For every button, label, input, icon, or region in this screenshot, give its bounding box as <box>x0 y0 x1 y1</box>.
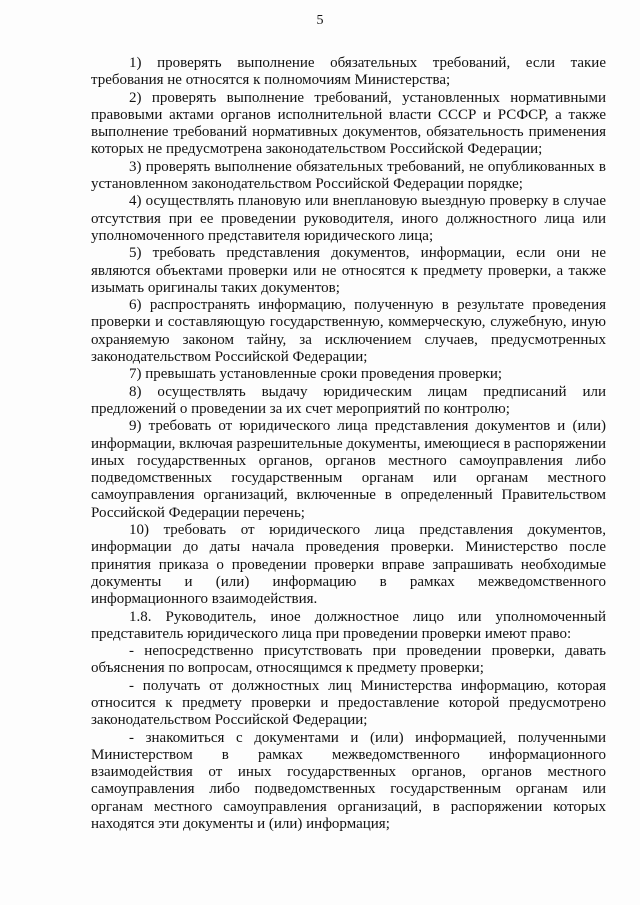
paragraph-4: 4) осуществлять плановую или внеплановую выездную проверку в случае отсутствия при ее проведении руководителя, иного должностного лица или уполномоченного представителя юридического лица; <box>91 193 606 244</box>
paragraph-10: 10) требовать от юридического лица представления документов, информации до даты начала проведения проверки. Министерство после принятия приказа о проведении проверки вправе запрашивать необходимые документы и (или) информацию в рамках межведомственного информационного взаимодействия. <box>91 522 606 608</box>
paragraph-6: 6) распространять информацию, полученную в результате проведения проверки и составляющую государственную, коммерческую, служебную, иную охраняемую законом тайну, за исключением случаев, предусмотренных законодательством Российской Федерации; <box>91 297 606 366</box>
paragraph-1-8: 1.8. Руководитель, иное должностное лицо или уполномоченный представитель юридического лица при проведении проверки имеют право: <box>91 608 606 642</box>
paragraph-7: 7) превышать установленные сроки проведения проверки; <box>129 366 503 383</box>
paragraph-2: 2) проверять выполнение требований, установленных нормативными правовыми актами органов исполнительной власти СССР и РСФСР, а также выполнение требований нормативных документов, обязательность применения которых не предусмотрена законодательством Российской Федерации; <box>91 89 606 158</box>
paragraph-1: 1) проверять выполнение обязательных требований, если такие требования не относятся к полномочиям Министерства; <box>91 55 606 89</box>
paragraph-9: 9) требовать от юридического лица представления документов и (или) информации, включая разрешительные документы, имеющиеся в распоряжении иных государственных органов, органов местного самоуправления либо подведомственных государственным органам или органам местного самоуправления организаций, включенные в определенный Правительством Российской Федерации перечень; <box>91 418 606 521</box>
right-item-1: - непосредственно присутствовать при проведении проверки, давать объяснения по вопросам, относящимся к предмету проверки; <box>91 643 606 677</box>
right-item-3: - знакомиться с документами и (или) информацией, полученными Министерством в рамках межведомственного информационного взаимодействия от иных государственных органов, органов местного самоуправления либо подведомственных государственным органам или органам местного самоуправления организаций, в распоряжении которых находятся эти документы и (или) информация; <box>91 729 606 833</box>
paragraph-8: 8) осуществлять выдачу юридическим лицам предписаний или предложений о проведении за их счет мероприятий по контролю; <box>91 383 606 417</box>
document-body <box>91 55 606 833</box>
paragraph-3: 3) проверять выполнение обязательных требований, не опубликованных в установленном законодательством Российской Федерации порядке; <box>91 158 606 193</box>
page-number: 5 <box>316 13 324 28</box>
paragraph-5: 5) требовать представления документов, информации, если они не являются объектами проверки или не относятся к предмету проверки, а также изымать оригиналы таких документов; <box>91 245 606 296</box>
right-item-2: - получать от должностных лиц Министерства информацию, которая относится к предмету проверки и предоставление которой предусмотрено законодательством Российской Федерации; <box>91 677 606 729</box>
